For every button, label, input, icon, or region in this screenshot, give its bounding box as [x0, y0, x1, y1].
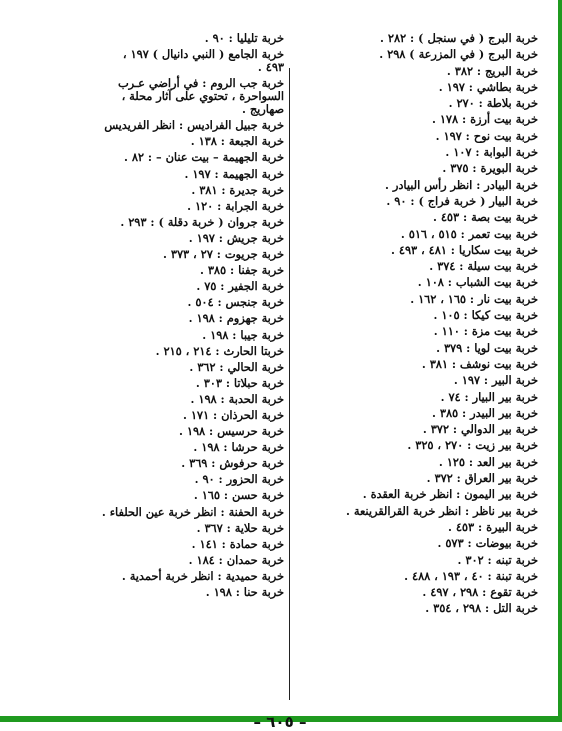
- index-entry: خربة حسن : ١٦٥ .: [193, 488, 284, 503]
- index-entry: خربة تقوع : ٢٩٨ ، ٤٩٧ .: [422, 585, 538, 600]
- index-entry: خربة جبيل الفراديس : انظر الفريديس: [104, 118, 284, 133]
- index-entry: خربة بير اليمون : انظر خربة العقدة .: [362, 487, 538, 502]
- index-entry: خربة حرفوش : ٣٦٩ .: [181, 456, 284, 471]
- index-entry: خربة حمدان : ١٨٤ .: [188, 552, 284, 567]
- index-entry: خربة بير العد : ١٢٥ .: [438, 454, 538, 469]
- index-entry: خربة بير البيار : ٧٤ .: [440, 389, 538, 404]
- index-entry: خربة الحدبة : ١٩٨ .: [190, 391, 284, 406]
- index-entry: خربة جنجس : ٥٠٤ .: [187, 295, 284, 310]
- index-entry: خربة البوابة : ١٠٧ .: [445, 145, 538, 160]
- index-entry: خربة الجهيمة – بيت عنان – : ٨٢ .: [123, 150, 284, 165]
- left-column: [12, 32, 284, 602]
- index-entry: خربة جريش : ١٩٧ .: [188, 230, 284, 245]
- index-entry: خربة بيت أرزة : ١٧٨ .: [431, 112, 538, 127]
- index-entry: خربة حرسيس : ١٩٨ .: [179, 424, 284, 439]
- index-entry: خربة بير البيدر : ٣٨٥ .: [432, 405, 538, 420]
- index-entry: خربة الجامع ( النبي دانيال ) ١٩٧ ، ٤٩٣ .: [122, 47, 284, 75]
- index-entry: خربة جفنا : ٣٨٥ .: [199, 263, 284, 278]
- index-entry: خربة بلاطة : ٢٧٠ .: [448, 96, 538, 111]
- index-entry: خربة بيت لويا : ٣٧٩ .: [436, 340, 538, 355]
- index-entry: خربة الحفنة : انظر خربة عين الحلفاء .: [101, 504, 284, 519]
- index-entry: خربة جريوت : ٢٧ ، ٣٧٣ .: [163, 247, 284, 262]
- column-divider: [289, 68, 290, 700]
- index-entry: خربة جديرة : ٣٨١ .: [191, 182, 284, 197]
- right-column: [298, 32, 538, 619]
- index-entry: خربة الجفير : ٧٥ .: [196, 279, 284, 294]
- index-entry: خربة تبنه : ٣٠٢ .: [457, 552, 538, 567]
- index-entry: خربة الحرذان : ١٧١ .: [182, 407, 284, 422]
- index-entry: خربة حرشا : ١٩٨ .: [193, 440, 284, 455]
- index-entry: خربة بير زيت : ٢٧٠ ، ٣٢٥ .: [407, 438, 538, 453]
- index-entry: خربة حميدية : انظر خربة أحمدية .: [121, 568, 284, 583]
- page-number: – ٦٠٥ –: [253, 713, 307, 731]
- index-entry: خربتا الحارث : ٢١٤ ، ٢١٥ .: [155, 343, 284, 358]
- index-entry: خربة حلاية : ٣٦٧ .: [196, 520, 284, 535]
- index-entry: خربة جيبا : ١٩٨ .: [202, 327, 284, 342]
- index-entry: خربة جب الروم : في أراضي عـرب السواحرة ، تحتوي على آثار محلة ، صهاريج .: [117, 76, 284, 117]
- index-entry: خربة البريج : ٣٨٢ .: [446, 63, 538, 78]
- index-entry: خربة بير العراق : ٣٧٢ .: [426, 471, 538, 486]
- index-entry: خربة جروان ( خربة دقلة ) : ٢٩٣ .: [120, 214, 284, 229]
- index-entry: خربة التل : ٢٩٨ ، ٣٥٤ .: [425, 601, 538, 616]
- index-entry: خربة البرج ( في المزرعة ) ٢٩٨ .: [379, 47, 538, 62]
- index-entry: خربة الحالي : ٣٦٢ .: [189, 359, 284, 374]
- index-entry: خربة جهزوم : ١٩٨ .: [188, 311, 284, 326]
- index-entry: خربة حنا : ١٩٨ .: [205, 585, 284, 599]
- index-entry: خربة تليليا : ٩٠ .: [204, 31, 284, 45]
- index-entry: خربة البيادر : انظر رأس البيادر .: [385, 177, 538, 192]
- index-entry: خربة بير ناظر : انظر خربة القرالقرينعة .: [346, 503, 538, 518]
- index-entry: خربة بيت نار : ١٦٥ ، ١٦٢ .: [410, 291, 538, 306]
- index-entry: خربة بيت تعمر : ٥١٥ ، ٥١٦ .: [400, 226, 538, 241]
- index-entry: خربة بيت سكاريا : ٤٨١ ، ٤٩٣ .: [391, 242, 538, 257]
- index-entry: خربة بيوضات : ٥٧٣ .: [437, 536, 538, 551]
- index-entry: خربة تبنة : ٤٠ ، ١٩٣ ، ٤٨٨ .: [404, 568, 538, 583]
- index-entry: خربة بيت سيلة : ٣٧٤ .: [429, 259, 538, 274]
- index-entry: خربة البويرة : ٣٧٥ .: [442, 161, 538, 176]
- index-entry: خربة حمادة : ١٤١ .: [191, 536, 284, 551]
- index-entry: خربة بيت نوح : ١٩٧ .: [435, 128, 538, 143]
- index-entry: خربة بيت نوشف : ٣٨١ .: [421, 356, 538, 371]
- index-entry: خربة بيت بصة : ٤٥٣ .: [432, 210, 538, 225]
- index-entry: خربة بيت مزة : ١١٠ .: [433, 324, 538, 339]
- index-entry: خربة حبلاتا : ٣٠٣ .: [195, 375, 284, 390]
- index-page: [6, 31, 554, 731]
- index-entry: خربة بيت الشباب : ١٠٨ .: [417, 275, 538, 290]
- index-entry: خربة البيرة : ٤٥٣ .: [447, 519, 538, 534]
- index-entry: خربة بير الدوالي : ٣٧٢ .: [422, 422, 538, 437]
- index-entry: خربة الجبعة : ١٣٨ .: [190, 134, 284, 149]
- index-entry: خربة الجرابة : ١٢٠ .: [187, 198, 284, 213]
- index-entry: خربة الحزور : ٩٠ .: [194, 472, 284, 487]
- index-entry: خربة البرج ( في سنجل ) : ٢٨٢ .: [380, 31, 538, 45]
- index-entry: خربة البيار ( خربة فراج ) : ٩٠ .: [386, 193, 538, 208]
- index-entry: خربة بيت كيكا : ١٠٥ .: [433, 308, 538, 323]
- index-entry: خربة الجهيمة : ١٩٧ .: [184, 166, 284, 181]
- index-entry: خربة البير : ١٩٧ .: [453, 373, 538, 388]
- index-entry: خربة بطاشي : ١٩٧ .: [438, 79, 538, 94]
